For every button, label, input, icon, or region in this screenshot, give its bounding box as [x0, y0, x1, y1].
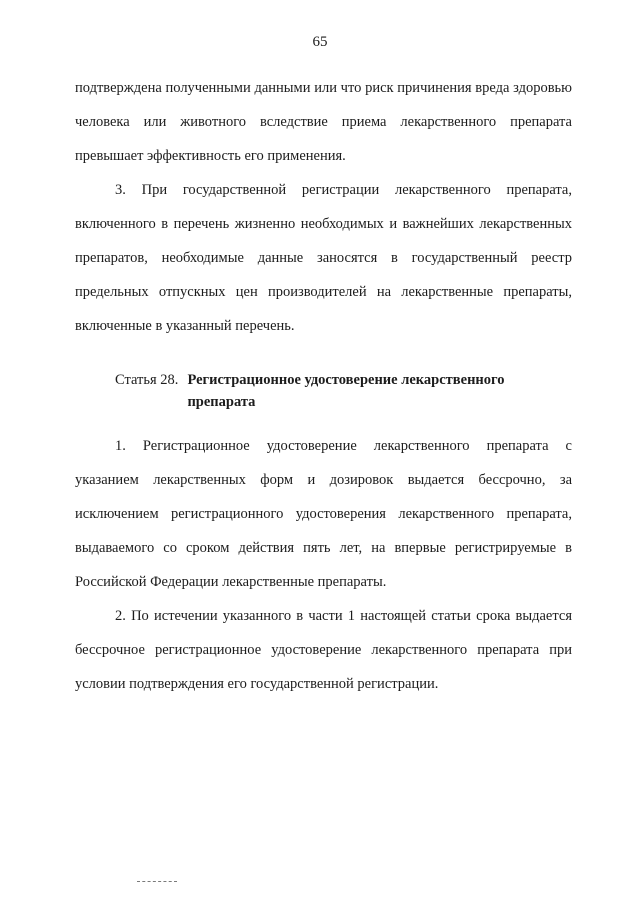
paragraph-continuation: подтверждена полученными данными или что риск причинения вреда здоровью человека или животного вследствие приема лекарственного препарата превышает эффективность его применения.	[75, 80, 572, 164]
footnote-rule	[137, 881, 177, 882]
paragraph-part-2: 2. По истечении указанного в части 1 настоящей статьи срока выдается бессрочное регистрационное удостоверение лекарственного препарата при условии подтверждения его государственной регистрации.	[75, 608, 572, 692]
article-title: Регистрационное удостоверение лекарственного препарата	[187, 372, 505, 410]
page-number: 65	[312, 34, 328, 50]
paragraph-part-3: 3. При государственной регистрации лекарственного препарата, включенного в перечень жизненно необходимых и важнейших лекарственных препаратов, необходимые данные заносятся в государственный реестр предельных отпускных цен производителей на лекарственные препараты, включенные в указанный перечень.	[75, 182, 572, 334]
text-block	[0, 71, 640, 701]
article-heading	[115, 369, 572, 413]
paragraph-part-1: 1. Регистрационное удостоверение лекарственного препарата с указанием лекарственных форм и дозировок выдается бессрочно, за исключением регистрационного удостоверения лекарственного препарата, выдаваемого со сроком действия пять лет, на впервые регистрируемые в Российской Федерации лекарственные препараты.	[75, 438, 572, 590]
article-number-label: Статья 28.	[115, 372, 179, 388]
